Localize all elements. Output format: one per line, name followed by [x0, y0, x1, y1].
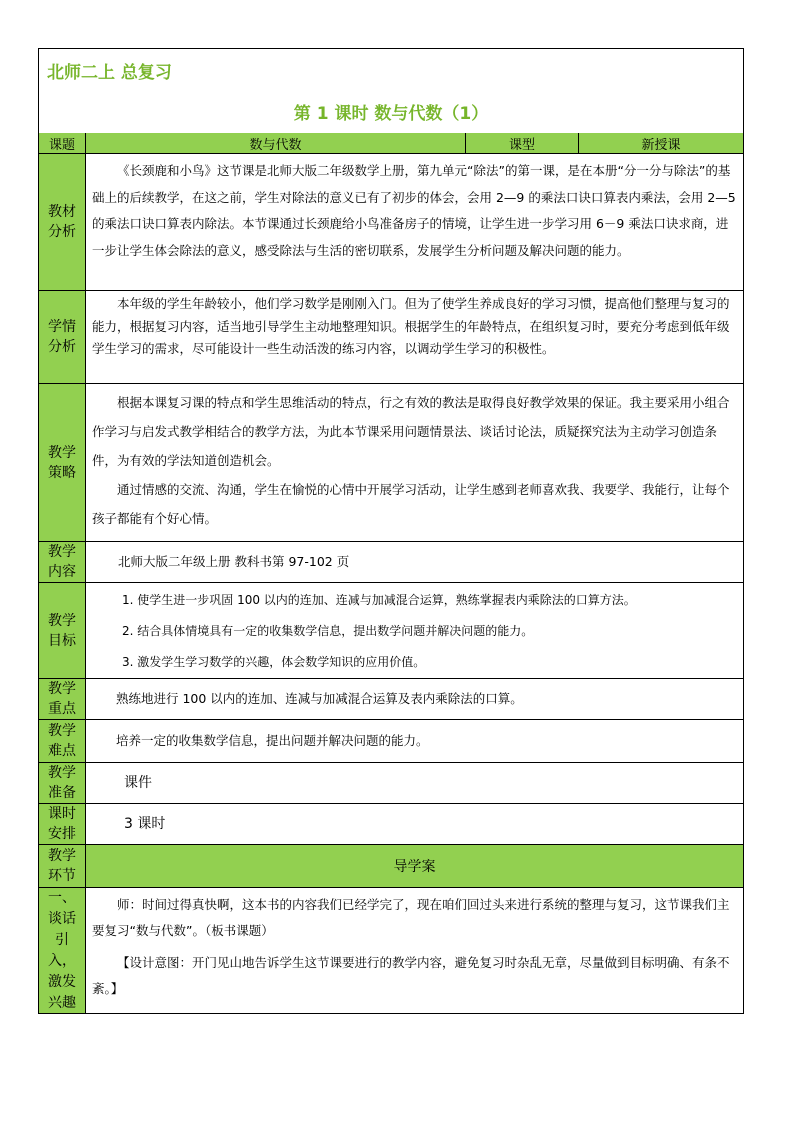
- key-points-row: [39, 679, 743, 720]
- phase-value: 导学案: [86, 845, 743, 887]
- key-points-text: 熟练地进行 100 以内的连加、连减与加减混合运算及表内乘除法的口算。: [116, 690, 523, 706]
- intro-label: 一、谈话引入，激发兴趣: [39, 888, 86, 1013]
- difficulties-label: 教学难点: [39, 720, 86, 762]
- topic-row: [39, 133, 743, 154]
- strategy-paragraph-2: 通过情感的交流、沟通，学生在愉悦的心情中开展学习活动，让学生感到老师喜欢我、我要学、我能行，让每个孩子都能有个好心情。: [92, 482, 730, 526]
- title-block: [39, 49, 743, 134]
- difficulties-row: [39, 720, 743, 763]
- header-title: 北师二上 总复习: [47, 63, 172, 83]
- topic-value: 数与代数: [86, 133, 466, 153]
- goal-item-3: 3. 激发学生学习数学的兴趣，体会数学知识的应用价值。: [122, 655, 426, 669]
- students-paragraph: 本年级的学生年龄较小，他们学习数学是刚刚入门。但为了使学生养成良好的学习习惯，提高他们整理与复习的能力，根据复习内容，适当地引导学生主动地整理知识。根据学生的年龄特点，在组织复习时，要充分考虑到低年级学生学习的需求，尽可能设计一些生动活泼的练习内容，以调动学生学习的积极性。: [92, 296, 730, 356]
- content-text: 北师大版二年级上册 教科书第 97-102 页: [118, 553, 350, 569]
- key-points-label: 教学重点: [39, 679, 86, 719]
- schedule-text: 3 课时: [124, 815, 166, 832]
- intro-paragraph-1: 师：时间过得真快啊，这本书的内容我们已经学完了，现在咱们回过头来进行系统的整理与复习，这节课我们主要复习“数与代数”。（板书课题）: [92, 897, 730, 938]
- materials-paragraph: 《长颈鹿和小鸟》这节课是北师大版二年级数学上册，第九单元“除法”的第一课，是在本册“分一分与除法”的基础上的后续教学，在这之前，学生对除法的意义已有了初步的体会，会用 2—9 的乘法口诀口算表内乘法，会用 2—5 的乘法口诀口算表内除法。本节课通过长颈鹿给小鸟准备房子的情境，让学生进一步学习用 6－9 乘法口诀求商，进一步让学生体会除法的意义，感受除法与生活的密切联系，发展学生分析问题及解决问题的能力。: [92, 163, 736, 258]
- materials-label: 教材分析: [39, 154, 86, 290]
- goals-content: [86, 583, 743, 678]
- type-label: 课型: [466, 133, 579, 153]
- content-row: [39, 542, 743, 583]
- strategy-paragraph-1: 根据本课复习课的特点和学生思维活动的特点，行之有效的教法是取得良好教学效果的保证。我主要采用小组合作学习与启发式教学相结合的教学方法，为此本节课采用问题情景法、谈话讨论法，质疑探究法为主动学习创造条件，为有效的学法知道创造机会。: [92, 395, 730, 468]
- topic-label: 课题: [39, 133, 86, 153]
- materials-content: [86, 154, 743, 290]
- strategy-row: [39, 384, 743, 542]
- goals-row: [39, 583, 743, 679]
- strategy-label: 教学策略: [39, 384, 86, 541]
- students-content: [86, 291, 743, 383]
- preparation-row: [39, 763, 743, 804]
- lesson-title: 第 1 课时 数与代数（1）: [293, 104, 489, 124]
- strategy-content: [86, 384, 743, 541]
- phase-label: 教学环节: [39, 845, 86, 887]
- type-value: 新授课: [579, 133, 743, 153]
- intro-row: [39, 888, 743, 1013]
- goals-label: 教学目标: [39, 583, 86, 678]
- goal-item-1: 1. 使学生进一步巩固 100 以内的连加、连减与加减混合运算，熟练掌握表内乘除法的口算方法。: [122, 593, 636, 607]
- students-row: [39, 291, 743, 384]
- schedule-label: 课时安排: [39, 804, 86, 844]
- preparation-text: 课件: [124, 774, 152, 791]
- difficulties-text: 培养一定的收集数学信息，提出问题并解决问题的能力。: [116, 732, 429, 748]
- goal-item-2: 2. 结合具体情境具有一定的收集数学信息，提出数学问题并解决问题的能力。: [122, 624, 534, 638]
- intro-content: [86, 888, 743, 1013]
- intro-paragraph-2: 【设计意图：开门见山地告诉学生这节课要进行的教学内容，避免复习时杂乱无章，尽量做到目标明确、有条不紊。】: [92, 955, 730, 996]
- content-label: 教学内容: [39, 542, 86, 582]
- schedule-row: [39, 804, 743, 845]
- students-label: 学情分析: [39, 291, 86, 383]
- lesson-plan-sheet: [38, 48, 744, 1014]
- materials-row: [39, 154, 743, 291]
- preparation-label: 教学准备: [39, 763, 86, 803]
- phase-row: [39, 845, 743, 888]
